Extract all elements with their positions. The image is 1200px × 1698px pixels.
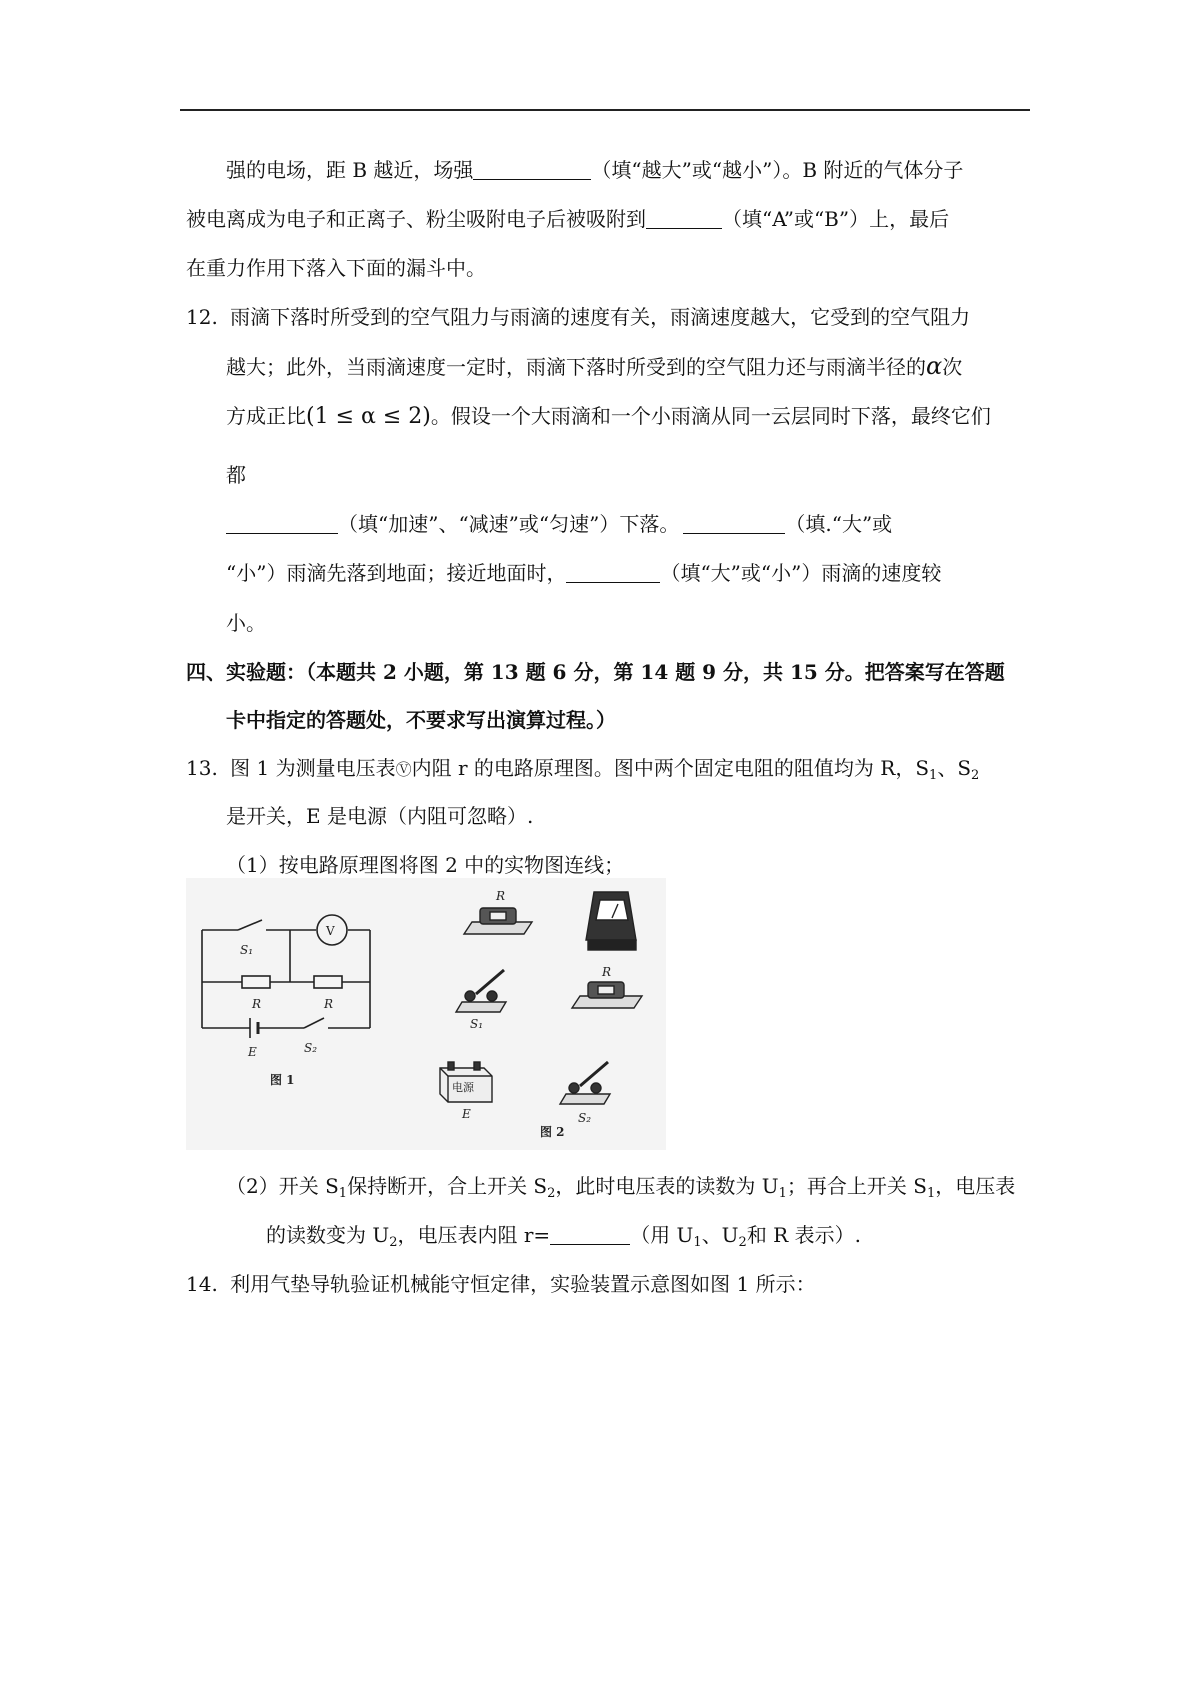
- e-label: E: [248, 1045, 257, 1059]
- q13-part-1: （1）按电路原理图将图 2 中的实物图连线；: [226, 853, 625, 877]
- answer-blank[interactable]: [646, 208, 722, 229]
- section-heading: 四、实验题：（本题共 2 小题，第 13 题 6 分，第 14 题 9 分，共 15 分。把答案写在答题: [186, 660, 1005, 684]
- question-number: 13.: [186, 756, 218, 780]
- circuit-figure: [186, 878, 666, 1150]
- fig2-caption: 图 2: [540, 1125, 565, 1139]
- s1-label: S₁: [240, 943, 254, 957]
- q12-line-3: 方成正比(1 ≤ α ≤ 2)。假设一个大雨滴和一个小雨滴从同一云层同时下落，最终它们: [226, 404, 991, 429]
- answer-blank[interactable]: [473, 159, 591, 180]
- r-label-right: R: [324, 997, 334, 1011]
- resistor-component[interactable]: [464, 908, 532, 934]
- q13-line-2: 是开关，E 是电源（内阻可忽略）.: [226, 804, 534, 828]
- q12-line-1: 12. 雨滴下落时所受到的空气阻力与雨滴的速度有关，雨滴速度越大，它受到的空气阻力: [186, 305, 971, 329]
- q11-line-3: 在重力作用下落入下面的漏斗中。: [186, 256, 486, 280]
- voltmeter-component[interactable]: [586, 892, 636, 950]
- q13-part-2-line-2: 的读数变为 $U_2$，电压表内阻 r= （用 $U_1$、$U_2$和 R 表示）.: [266, 1223, 861, 1250]
- answer-blank[interactable]: [550, 1224, 630, 1245]
- source-label: 电源: [452, 1081, 474, 1094]
- q14-line-1: 14. 利用气垫导轨验证机械能守恒定律，实验装置示意图如图 1 所示：: [186, 1272, 816, 1296]
- switch-s2-component[interactable]: [560, 1062, 610, 1104]
- q13-line-1: 13. 图 1 为测量电压表Ⓥ内阻 r 的电路原理图。图中两个固定电阻的阻值均为 R，$S_1$、$S_2$: [186, 756, 980, 783]
- component-set: [440, 892, 642, 1104]
- header-rule: [180, 109, 1030, 111]
- alpha-range: (1 ≤ α ≤ 2): [306, 404, 431, 429]
- q11-line-1: 强的电场，距 B 越近，场强 （填“越大”或“越小”）。B 附近的气体分子: [226, 158, 964, 182]
- question-number: 12.: [186, 305, 218, 329]
- q12-line-2: 越大；此外，当雨滴速度一定时，雨滴下落时所受到的空气阻力还与雨滴半径的α次: [226, 352, 963, 380]
- fig1-caption: 图 1: [270, 1073, 295, 1087]
- s2-component-label: S₂: [578, 1111, 592, 1125]
- q11-line-2: 被电离成为电子和正离子、粉尘吸附电子后被吸附到 （填“A”或“B”）上，最后: [186, 207, 950, 231]
- voltmeter-label: V: [326, 924, 335, 938]
- resistor-component[interactable]: [572, 982, 642, 1008]
- answer-blank[interactable]: [683, 513, 785, 534]
- s1-component-label: S₁: [470, 1017, 484, 1031]
- e-component-label: E: [462, 1107, 471, 1121]
- q13-part-2-line-1: （2）开关 $S_1$保持断开，合上开关 $S_2$，此时电压表的读数为 $U_1$；再合上开关 $S_1$，电压表: [226, 1174, 1016, 1201]
- alpha-symbol: α: [926, 352, 943, 380]
- r-label-left: R: [252, 997, 262, 1011]
- q12-line-4: 都: [226, 463, 246, 487]
- r-top-label: R: [496, 889, 506, 903]
- circuit-diagram: [202, 915, 370, 1038]
- switch-s1-component[interactable]: [456, 970, 506, 1012]
- answer-blank[interactable]: [566, 562, 660, 583]
- q12-line-5: （填“加速”、“减速”或“匀速”）下落。 （填.“大”或: [226, 510, 892, 538]
- question-number: 14.: [186, 1272, 218, 1296]
- voltmeter-symbol: Ⓥ: [395, 760, 412, 779]
- answer-blank[interactable]: [226, 513, 338, 534]
- s2-label: S₂: [304, 1041, 318, 1055]
- r-lower-label: R: [602, 965, 612, 979]
- q12-line-6: “小”）雨滴先落到地面；接近地面时， （填“大”或“小”）雨滴的速度较: [226, 561, 942, 585]
- section-heading-line-2: 卡中指定的答题处，不要求写出演算过程。）: [226, 708, 616, 732]
- q12-line-7: 小。: [226, 611, 266, 635]
